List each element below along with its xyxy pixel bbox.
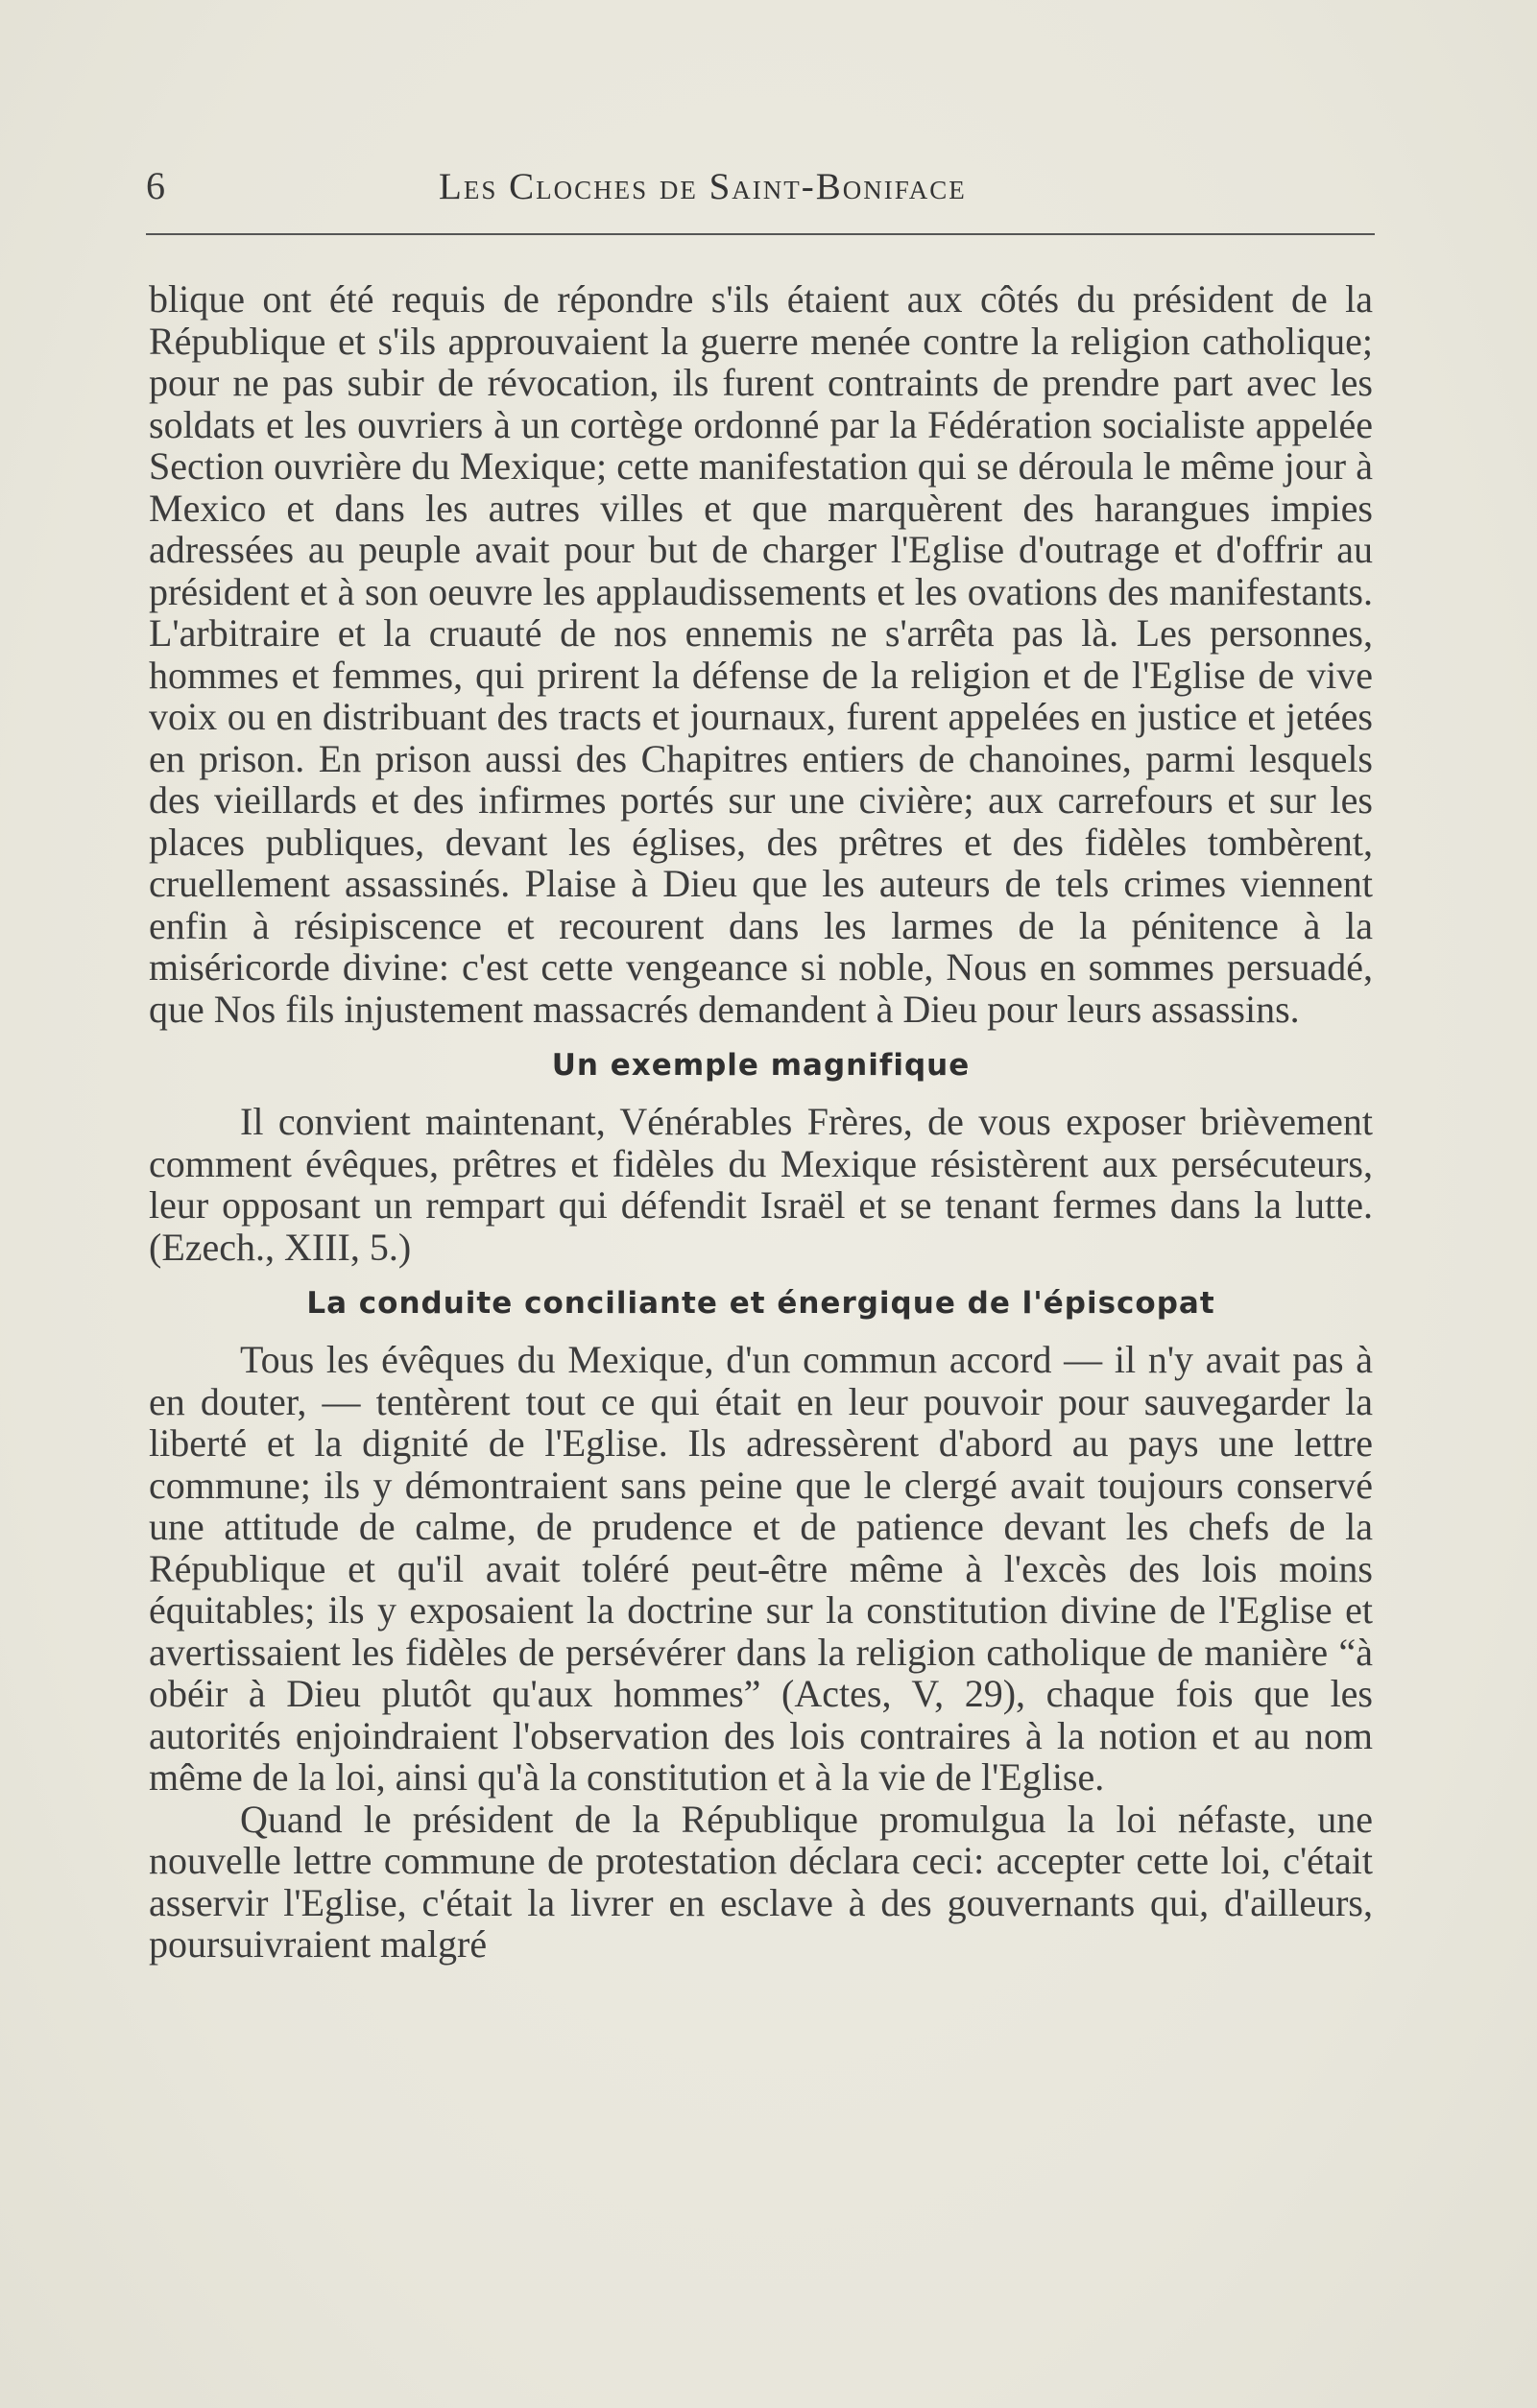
paragraph-eveques: Tous les évêques du Mexique, d'un commun accord — il n'y avait pas à en douter, — tentèrent tout ce qui était en leur pouvoir pour sauvegarder la liberté et la dignité de l'Eglise. Ils adressèrent d'abord au pays une lettre commune; ils y démontraient sans peine que le clergé avait toujours conservé une attitude de calme, de prudence et de patience devant les chefs de la République et qu'il avait toléré peut-être même à l'excès des lois moins équitables; ils y exposaient la doctrine sur la constitution divine de l'Eglise et avertissaient les fidèles de persévérer dans la religion catholique de manière “à obéir à Dieu plutôt qu'aux hommes” (Actes, V, 29), chaque fois que les autorités enjoindraient l'observation des lois contraires à la notion et au nom même de la loi, ainsi qu'à la constitution et à la vie de l'Eglise. bbox=[149, 1338, 1373, 1799]
running-head bbox=[146, 163, 1373, 217]
body-text bbox=[149, 278, 1373, 1966]
section-heading-episcopat: La conduite conciliante et énergique de l'épiscopat bbox=[306, 1286, 1215, 1321]
page-number: 6 bbox=[146, 164, 165, 207]
paragraph-exposer: Il convient maintenant, Vénérables Frères, de vous exposer brièvement comment évêques, prêtres et fidèles du Mexique résistèrent aux persécuteurs, leur opposant un rempart qui défendit Israël et se tenant fermes dans la lutte. (Ezech., XIII, 5.) bbox=[149, 1100, 1373, 1269]
paragraph-persecution: blique ont été requis de répondre s'ils étaient aux côtés du président de la République et s'ils approuvaient la guerre menée contre la religion catholique; pour ne pas subir de révocation, ils furent contraints de prendre part avec les soldats et les ouvriers à un cortège ordonné par la Fédération socialiste appelée Section ouvrière du Mexique; cette manifestation qui se déroula le même jour à Mexico et dans les autres villes et que marquèrent des harangues impies adressées au peuple avait pour but de charger l'Eglise d'outrage et d'offrir au président et à son oeuvre les applaudissements et les ovations des manifestants. L'arbitraire et la cruauté de nos ennemis ne s'arrêta pas là. Les personnes, hommes et femmes, qui prirent la défense de la religion et de l'Eglise de vive voix ou en distribuant des tracts et journaux, furent appelées en justice et jetées en prison. En prison aussi des Chapitres entiers de chanoines, parmi lesquels des vieillards et des infirmes portés sur une civière; aux carrefours et sur les places publiques, devant les églises, des prêtres et des fidèles tombèrent, cruellement assassinés. Plaise à Dieu que les auteurs de tels crimes viennent enfin à résipiscence et recourent dans les larmes de la pénitence à la miséricorde divine: c'est cette vengeance si noble, Nous en sommes persuadé, que Nos fils injustement massacrés demandent à Dieu pour leurs assassins. bbox=[149, 277, 1373, 1031]
section-heading-exemple: Un exemple magnifique bbox=[551, 1048, 971, 1083]
paragraph-president: Quand le président de la République promulgua la loi néfaste, une nouvelle lettre commune de protestation déclara ceci: accepter cette loi, c'était asservir l'Eglise, c'était la livrer en esclave à des gouvernants qui, d'ailleurs, poursuivraient malgré bbox=[149, 1797, 1373, 1966]
header-divider bbox=[146, 233, 1375, 235]
running-title: Les Cloches de Saint-Boniface bbox=[439, 166, 967, 207]
